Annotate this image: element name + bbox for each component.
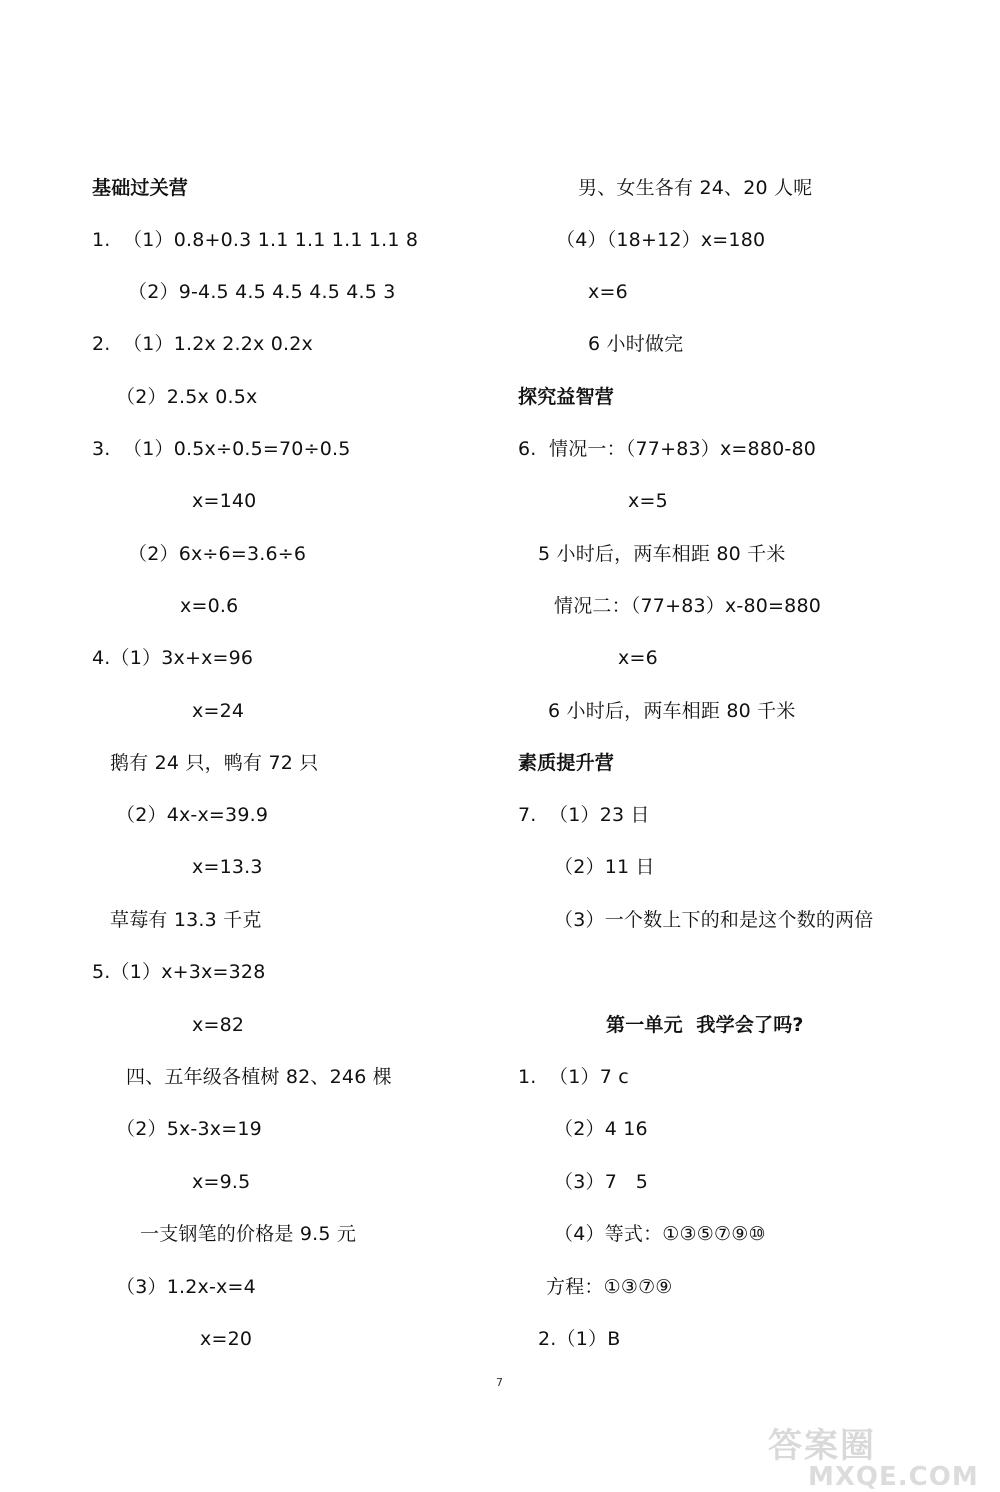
answer-line: 4.（1）3x+x=96: [92, 647, 254, 669]
answer-line: （4）等式：①③⑤⑦⑨⑩: [554, 1223, 766, 1245]
answer-line: （2）9-4.5 4.5 4.5 4.5 4.5 3: [128, 281, 396, 303]
watermark-logo: [768, 1418, 1000, 1492]
answer-line: x=0.6: [180, 595, 239, 617]
section-heading-quality: 素质提升营: [518, 752, 615, 774]
answer-line: （3）7 5: [554, 1171, 648, 1193]
answer-line: （2）5x-3x=19: [116, 1118, 262, 1140]
answer-line: （2）11 日: [554, 856, 655, 878]
answer-line: x=13.3: [192, 856, 263, 878]
watermark-text: 答案圈: [768, 1426, 876, 1466]
answer-line: （3）一个数上下的和是这个数的两倍: [554, 909, 874, 931]
answer-line: x=82: [192, 1014, 245, 1036]
answer-line: 7. （1）23 日: [518, 804, 650, 826]
answer-line: （2）4 16: [554, 1118, 648, 1140]
answer-line: 6. 情况一：（77+83）x=880-80: [518, 438, 817, 460]
answer-line: 四、五年级各植树 82、246 棵: [126, 1066, 392, 1088]
answer-line: （3）1.2x-x=4: [116, 1276, 256, 1298]
watermark-url: MXQE.COM: [808, 1462, 979, 1492]
answer-line: 一支钢笔的价格是 9.5 元: [140, 1223, 357, 1245]
unit-review-title: 第一单元 我学会了吗?: [606, 1014, 804, 1036]
answer-line: （2）4x-x=39.9: [116, 804, 269, 826]
answer-line: 男、女生各有 24、20 人呢: [578, 177, 813, 199]
answer-line: x=140: [192, 490, 257, 512]
answer-line: x=9.5: [192, 1171, 251, 1193]
answer-line: 1. （1）0.8+0.3 1.1 1.1 1.1 1.1 8: [92, 229, 419, 251]
answer-line: 2.（1）B: [538, 1328, 621, 1350]
answer-line: 6 小时做完: [588, 333, 684, 355]
answer-line: （2）6x÷6=3.6÷6: [128, 543, 307, 565]
answer-line: x=6: [618, 647, 658, 669]
section-heading-basic: 基础过关营: [92, 177, 189, 199]
answer-line: 情况二：（77+83）x-80=880: [554, 595, 822, 617]
answer-line: 5.（1）x+3x=328: [92, 961, 266, 983]
answer-line: x=20: [200, 1328, 253, 1350]
answer-line: 3. （1）0.5x÷0.5=70÷0.5: [92, 438, 351, 460]
answer-line: 草莓有 13.3 千克: [110, 909, 262, 931]
answer-line: x=24: [192, 700, 245, 722]
answer-line: 6 小时后，两车相距 80 千米: [548, 700, 796, 722]
answer-line: x=5: [628, 490, 668, 512]
answer-line: 2. （1）1.2x 2.2x 0.2x: [92, 333, 313, 355]
answer-line: 1. （1）7 c: [518, 1066, 629, 1088]
answer-line: （4）（18+12）x=180: [556, 229, 766, 251]
answer-line: 方程：①③⑦⑨: [546, 1276, 673, 1298]
answer-line: 5 小时后，两车相距 80 千米: [538, 543, 786, 565]
answer-line: 鹅有 24 只，鸭有 72 只: [110, 752, 319, 774]
section-heading-explore: 探究益智营: [518, 386, 615, 408]
page-number: 7: [496, 1376, 503, 1389]
answer-line: （2）2.5x 0.5x: [116, 386, 258, 408]
answer-line: x=6: [588, 281, 628, 303]
